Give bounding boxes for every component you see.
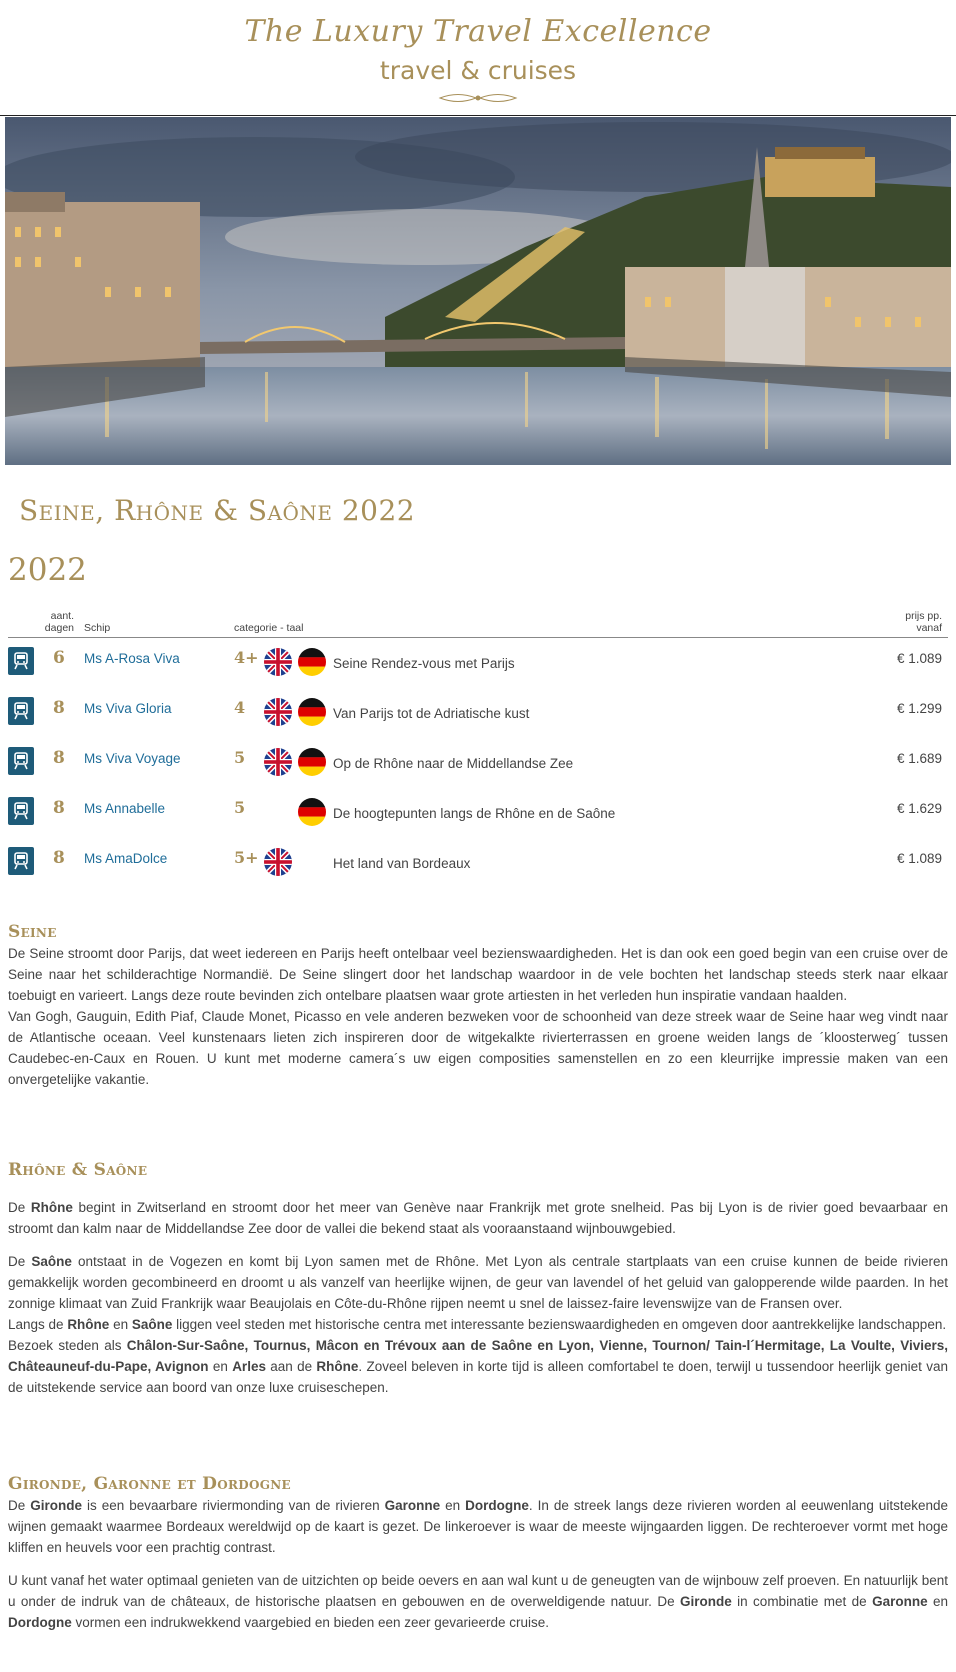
row-days: 8 [53, 848, 65, 868]
table-row[interactable] [8, 688, 948, 738]
ship-link[interactable]: Ms A-Rosa Viva [84, 651, 180, 666]
row-days: 6 [53, 648, 65, 668]
de-flag-icon [298, 648, 326, 676]
section-title-gironde: Gironde, Garonne et Dordogne [8, 1474, 291, 1494]
row-category: 5+ [234, 848, 259, 867]
section-gironde [8, 1473, 948, 1633]
ship-link[interactable]: Ms AmaDolce [84, 851, 168, 866]
row-price: € 1.689 [896, 751, 942, 766]
row-description: Seine Rendez-vous met Parijs [333, 656, 515, 671]
row-days: 8 [53, 798, 65, 818]
uk-flag-icon [264, 848, 292, 876]
uk-flag-icon [264, 748, 292, 776]
brand-logo-title[interactable]: The Luxury Travel Excellence [244, 14, 712, 49]
section-rhone [8, 1159, 948, 1398]
header-days: aant. dagen [44, 610, 74, 634]
row-price: € 1.629 [896, 801, 942, 816]
section-title-seine: Seine [8, 922, 57, 942]
row-days: 8 [53, 698, 65, 718]
page-title: Seine, Rhône & Saône 2022 [19, 494, 416, 527]
ship-link[interactable]: Ms Viva Voyage [84, 751, 181, 766]
header-ship: Schip [84, 622, 111, 634]
transport-icon[interactable] [8, 797, 34, 825]
brand-logo-subtitle: travel & cruises [379, 56, 577, 85]
transport-icon[interactable] [8, 747, 34, 775]
year-heading: 2022 [8, 552, 87, 588]
cruise-table [8, 610, 948, 888]
rhone-paragraph-2: De Saône ontstaat in de Vogezen en komt bij Lyon samen met de Rhône. Met Lyon als centrale startplaats van een cruise kunnen de beide rivieren gemakkelijk worden gecombineerd en droomt u als vanzelf van heerlijke wijnen, de geur van lavendel of het geluid van galopperende wilde paarden. In het zonnige klimaat van Zuid Frankrijk waar Beaujolais en Côte-du-Rhône rijpen neemt u snel de laissez-faire levenswijze van de Fransen over. [8, 1254, 948, 1311]
row-category: 4 [234, 698, 246, 717]
section-title-rhone: Rhône & Saône [8, 1160, 148, 1180]
gironde-paragraph-2: U kunt vanaf het water optimaal genieten van de uitzichten op beide oevers en aan wal kunt u de geneugten van de wijnbouw zelf proeven. En natuurlijk bent u onder de indruk van de châteaux, de historische plaatsen en gebouwen en de overweldigende natuur. De Gironde in combinatie met de Garonne en Dordogne vormen een indrukwekkend vaargebied en bieden een zeer gevarieerde cruise. [8, 1573, 948, 1630]
row-description: De hoogtepunten langs de Rhône en de Saône [333, 806, 616, 821]
ornament-icon [438, 89, 518, 107]
site-header [0, 0, 956, 116]
hero-image [5, 117, 951, 465]
de-flag-icon [298, 798, 326, 826]
row-description: Op de Rhône naar de Middellandse Zee [333, 756, 574, 771]
row-price: € 1.299 [896, 701, 942, 716]
transport-icon[interactable] [8, 847, 34, 875]
de-flag-icon [298, 698, 326, 726]
header-price: prijs pp. vanaf [905, 610, 942, 634]
header-category: categorie - taal [234, 622, 304, 634]
transport-icon[interactable] [8, 647, 34, 675]
seine-paragraph-2: Van Gogh, Gauguin, Edith Piaf, Claude Monet, Picasso en vele anderen bezweken voor de schoonheid van deze streek waar de Seine haar weg vindt naar de Atlantische oceaan. Veel kunstenaars lieten zich inspireren door de witgekalkte rivierterrassen en groene weiden langs de ´kloosterweg´ tussen Caudebec-en-Caux en Rouen. U kunt met moderne camera´s uw eigen composities samenstellen en zo een kleurrijke impressie maken van een onvergetelijke vakantie. [8, 1009, 948, 1087]
de-flag-icon [298, 748, 326, 776]
uk-flag-icon [264, 648, 292, 676]
row-price: € 1.089 [896, 651, 942, 666]
row-category: 5 [234, 748, 246, 767]
rhone-paragraph-4: Bezoek steden als Châlon-Sur-Saône, Tournus, Mâcon en Trévoux aan de Saône en Lyon, Vienne, Tournon/ Tain-l´Hermitage, La Voulte, Viviers, Châteauneuf-du-Pape, Avignon en Arles aan de Rhône. Zoveel beleven in korte tijd is alleen comfortabel te doen, terwijl u tussendoor heerlijk geniet van de uitstekende service aan boord van onze luxe cruiseschepen. [8, 1338, 948, 1395]
table-header [8, 610, 948, 638]
seine-paragraph-1: De Seine stroomt door Parijs, dat weet iedereen en Parijs heeft ontelbaar veel bezienswaardigheden. Het is dan ook een goed begin van een cruise over de Seine naar het schilderachtige Normandië. De Seine slingert door het landschap waardoor in de vele bochten het landschap steeds sterk naar elkaar toebuigt en varieert. Langs deze route bevinden zich ontelbare plaatsen waar grote artiesten in het verleden hun inspiratie vandaan haalden. [8, 946, 948, 1003]
row-category: 5 [234, 798, 246, 817]
rhone-paragraph-1: De Rhône begint in Zwitserland en stroomt door het meer van Genève naar Frankrijk met grote snelheid. Pas bij Lyon is de rivier goed bevaarbaar en stroomt dan kalm naar de Middellandse Zee door de vallei die bekend staat als vooraanstaand wijnbouwgebied. [8, 1200, 948, 1236]
row-category: 4+ [234, 648, 259, 667]
row-days: 8 [53, 748, 65, 768]
table-row[interactable] [8, 638, 948, 688]
row-price: € 1.089 [896, 851, 942, 866]
table-row[interactable] [8, 838, 948, 888]
gironde-paragraph-1: De Gironde is een bevaarbare riviermonding van de rivieren Garonne en Dordogne. In de streek langs deze rivieren worden al eeuwenlang uitstekende wijnen gemaakt waarmee Bordeaux wereldwijd op de kaart is gezet. De linkeroever is waar de meeste wijngaarden liggen. De rechteroever vormt met hoge kliffen en heuvels voor een prachtig contrast. [8, 1498, 948, 1555]
section-seine [8, 921, 948, 1090]
rhone-paragraph-3: Langs de Rhône en Saône liggen veel steden met historische centra met interessante bezienswaardigheden en omgeven door aantrekkelijke landschappen. [8, 1317, 947, 1332]
table-row[interactable] [8, 788, 948, 838]
river-city-photo [5, 117, 951, 465]
transport-icon[interactable] [8, 697, 34, 725]
row-description: Van Parijs tot de Adriatische kust [333, 706, 530, 721]
ship-link[interactable]: Ms Viva Gloria [84, 701, 172, 716]
ship-link[interactable]: Ms Annabelle [84, 801, 166, 816]
row-description: Het land van Bordeaux [333, 856, 471, 871]
uk-flag-icon [264, 698, 292, 726]
table-row[interactable] [8, 738, 948, 788]
